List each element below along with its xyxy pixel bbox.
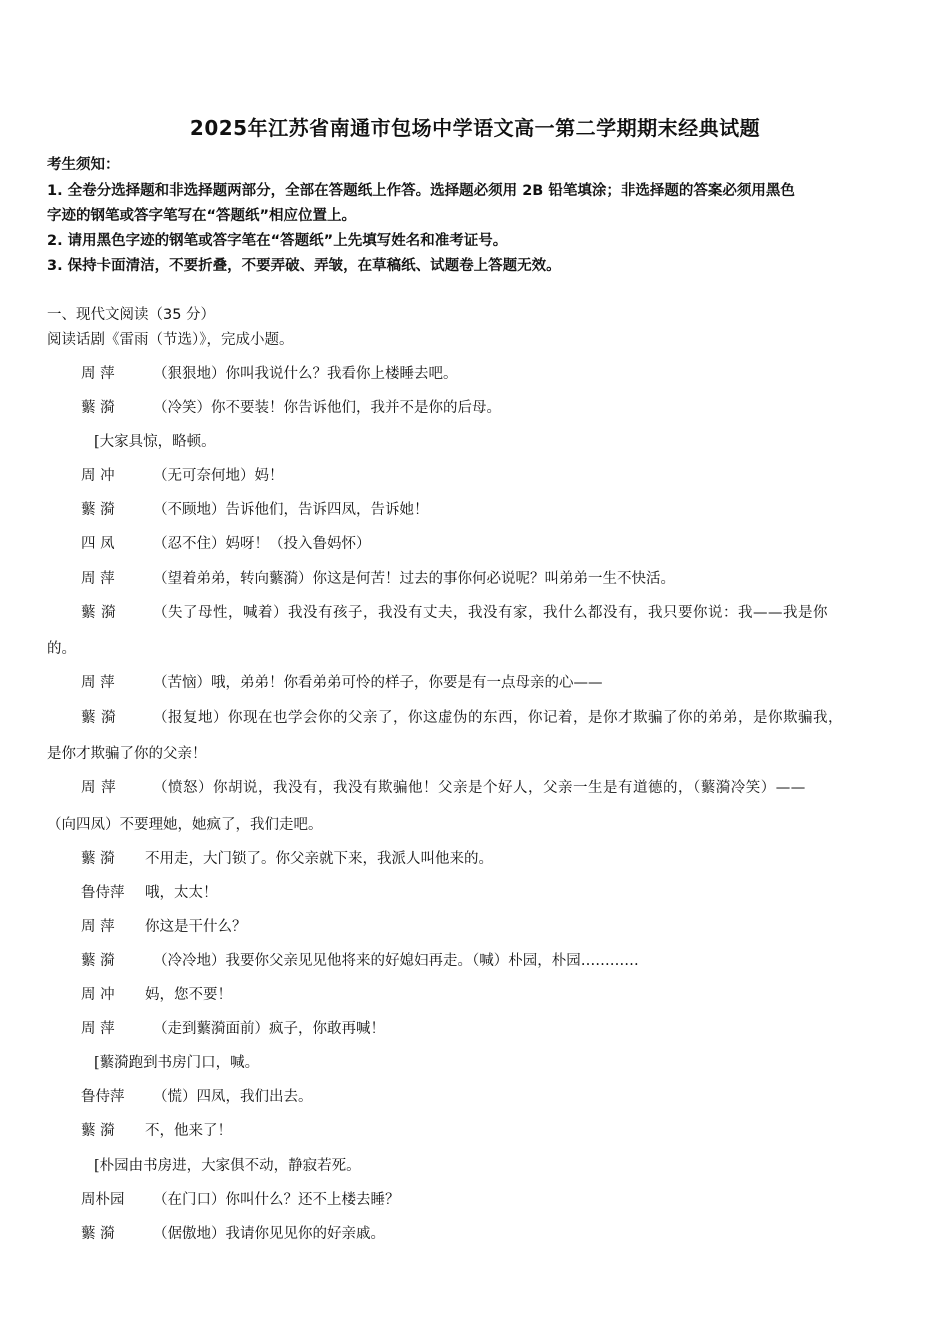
script-line xyxy=(81,362,458,383)
dialogue: （慌）四凤，我们出去。 xyxy=(153,1089,313,1105)
notice-item-1-cont: 字迹的钢笔或答字笔写在“答题纸”相应位置上。 xyxy=(47,208,357,224)
speaker: 周 萍 xyxy=(81,919,115,935)
dialogue-cont: 是你才欺骗了你的父亲！ xyxy=(47,746,207,762)
section-intro: 阅读话剧《雷雨（节选）》，完成小题。 xyxy=(47,332,294,348)
script-line xyxy=(81,464,284,485)
notice-item-1: 1. 全卷分选择题和非选择题两部分，全部在答题纸上作答。选择题必须用 2B 铅笔填涂；非选择题的答案必须用黑色 xyxy=(47,183,795,199)
notice-heading: 考生须知： xyxy=(47,157,120,173)
script-line xyxy=(81,1085,313,1106)
speaker: 周 萍 xyxy=(81,366,115,382)
script-line xyxy=(81,881,218,902)
script-line xyxy=(81,1119,232,1140)
dialogue: （忍不住）妈呀！（投入鲁妈怀） xyxy=(153,536,371,552)
speaker: 周 萍 xyxy=(81,571,115,587)
dialogue: 你这是干什么？ xyxy=(145,919,247,935)
speaker: 蘩 漪 xyxy=(81,502,115,518)
script-line xyxy=(81,706,843,727)
script-line xyxy=(81,847,493,868)
script-line xyxy=(81,1188,400,1209)
dialogue: （狠狠地）你叫我说什么？我看你上楼睡去吧。 xyxy=(153,366,458,382)
speaker: 蘩 漪 xyxy=(81,1123,115,1139)
stage-direction: [大家具惊，略顿。 xyxy=(94,434,216,450)
dialogue: （不顾地）告诉他们，告诉四凤，告诉她！ xyxy=(153,502,429,518)
speaker: 蘩 漪 xyxy=(81,605,117,621)
dialogue: （在门口）你叫什么？还不上楼去睡？ xyxy=(153,1192,400,1208)
speaker: 周 冲 xyxy=(81,468,115,484)
dialogue: （倨傲地）我请你见见你的好亲戚。 xyxy=(153,1226,385,1242)
speaker: 周 萍 xyxy=(81,675,115,691)
script-line xyxy=(81,498,429,519)
page-title: 2025年江苏省南通市包场中学语文高一第二学期期末经典试题 xyxy=(189,116,761,140)
script-line xyxy=(81,983,232,1004)
speaker: 蘩 漪 xyxy=(81,400,115,416)
notice-item-3: 3. 保持卡面清洁，不要折叠，不要弄破、弄皱，在草稿纸、试题卷上答题无效。 xyxy=(47,258,561,274)
dialogue: （无可奈何地）妈！ xyxy=(153,468,284,484)
script-line xyxy=(81,396,501,417)
dialogue: 不用走，大门锁了。你父亲就下来，我派人叫他来的。 xyxy=(145,851,493,867)
speaker: 鲁侍萍 xyxy=(81,885,125,901)
script-line xyxy=(81,1222,385,1243)
speaker: 蘩 漪 xyxy=(81,851,115,867)
dialogue: 哦，太太！ xyxy=(145,885,218,901)
dialogue-cont: 的。 xyxy=(47,641,76,657)
speaker: 周 冲 xyxy=(81,987,115,1003)
notice-item-2: 2. 请用黑色字迹的钢笔或答字笔在“答题纸”上先填写姓名和准考证号。 xyxy=(47,233,508,249)
stage-direction: [朴园由书房进，大家俱不动，静寂若死。 xyxy=(94,1158,361,1174)
dialogue: （愤怒）你胡说，我没有，我没有欺骗他！父亲是个好人，父亲一生是有道德的，（蘩漪冷笑）—— xyxy=(153,780,806,796)
speaker: 周 萍 xyxy=(81,1021,115,1037)
dialogue: 不，他来了！ xyxy=(145,1123,232,1139)
script-line xyxy=(81,532,371,553)
script-line xyxy=(81,671,603,692)
dialogue: （冷笑）你不要装！你告诉他们，我并不是你的后母。 xyxy=(153,400,501,416)
dialogue: （苦恼）哦，弟弟！你看弟弟可怜的样子，你要是有一点母亲的心—— xyxy=(153,675,603,691)
dialogue-cont: （向四凤）不要理她，她疯了，我们走吧。 xyxy=(47,817,323,833)
dialogue: （报复地）你现在也学会你的父亲了，你这虚伪的东西，你记着，是你才欺骗了你的弟弟，是你欺骗我， xyxy=(153,710,843,726)
script-line xyxy=(81,1017,385,1038)
script-line xyxy=(81,567,675,588)
section-heading: 一、现代文阅读（35 分） xyxy=(47,307,216,323)
speaker: 周朴园 xyxy=(81,1192,125,1208)
script-line xyxy=(81,601,828,622)
dialogue: （望着弟弟，转向蘩漪）你这是何苦！过去的事你何必说呢？叫弟弟一生不快活。 xyxy=(153,571,675,587)
dialogue: （走到蘩漪面前）疯子，你敢再喊！ xyxy=(153,1021,385,1037)
speaker: 蘩 漪 xyxy=(81,953,115,969)
speaker: 四 凤 xyxy=(81,536,115,552)
speaker: 鲁侍萍 xyxy=(81,1089,125,1105)
speaker: 周 萍 xyxy=(81,780,117,796)
script-line xyxy=(81,915,247,936)
dialogue: （冷冷地）我要你父亲见见他将来的好媳妇再走。（喊）朴园，朴园………… xyxy=(153,953,639,969)
speaker: 蘩 漪 xyxy=(81,710,117,726)
dialogue: 妈，您不要！ xyxy=(145,987,232,1003)
speaker: 蘩 漪 xyxy=(81,1226,115,1242)
script-line xyxy=(81,776,806,797)
stage-direction: [蘩漪跑到书房门口，喊。 xyxy=(94,1055,260,1071)
script-line xyxy=(81,949,639,970)
dialogue: （失了母性，喊着）我没有孩子，我没有丈夫，我没有家，我什么都没有，我只要你说：我——我是你 xyxy=(153,605,828,621)
